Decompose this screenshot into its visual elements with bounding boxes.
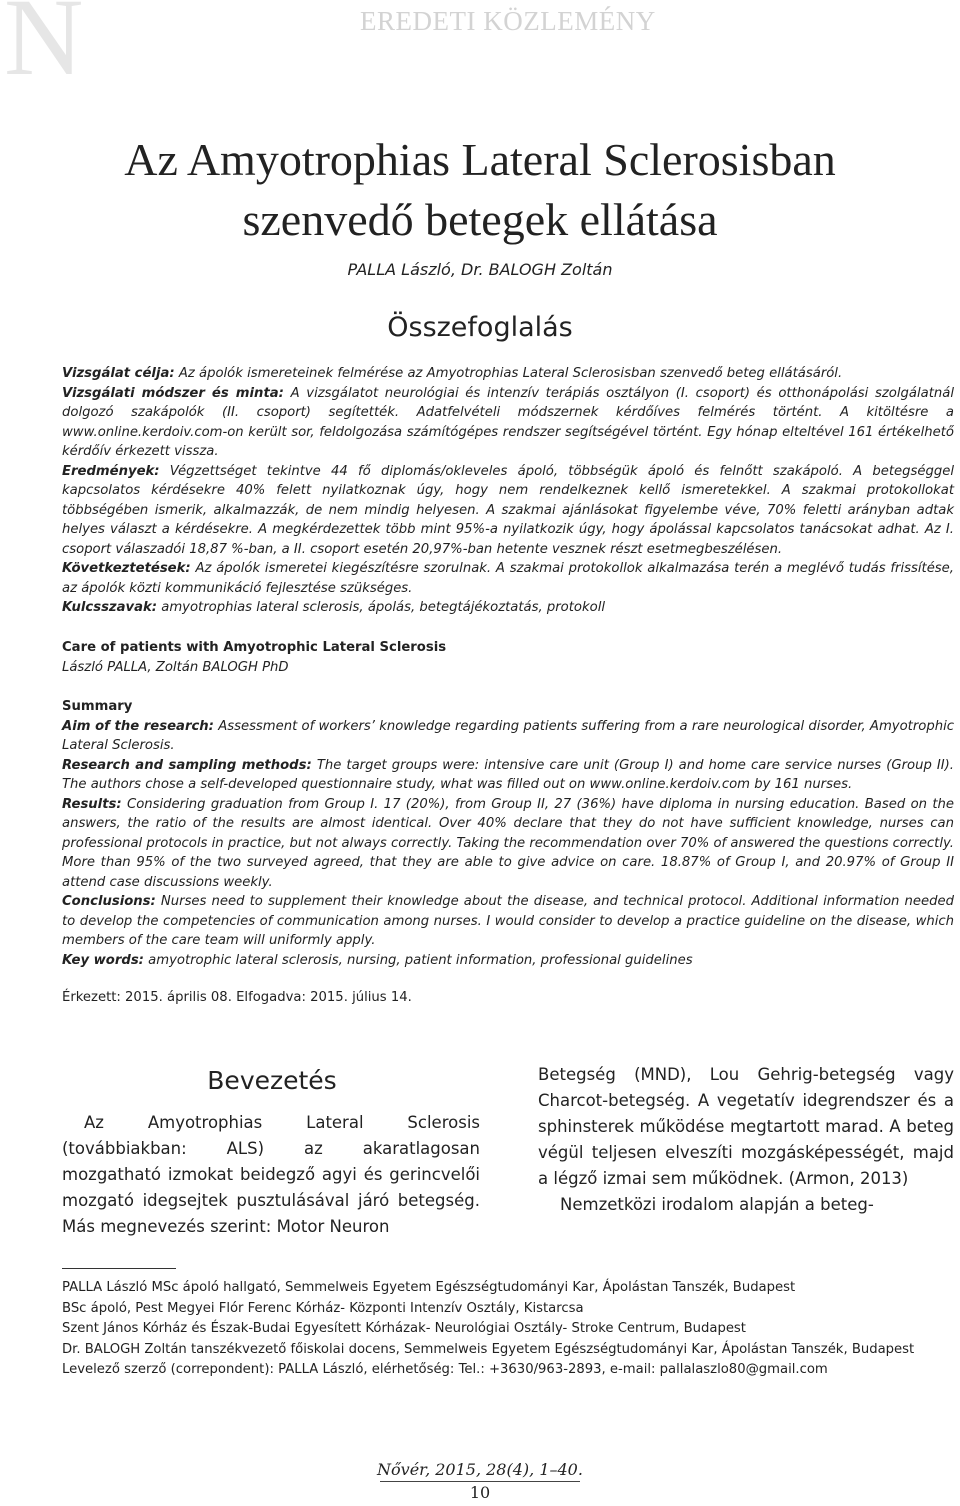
- footnote: BSc ápoló, Pest Megyei Flór Ferenc Kórház- Központi Intenzív Osztály, Kistarcsa: [62, 1300, 584, 1316]
- abstract-aim-label: Vizsgálat célja:: [62, 366, 175, 381]
- abstract-method-label: Vizsgálati módszer és minta:: [62, 385, 284, 401]
- abstract-heading: Összefoglalás: [387, 312, 573, 343]
- article-authors: PALLA László, Dr. BALOGH Zoltán: [347, 260, 613, 279]
- summary-aim-label: Aim of the research:: [62, 718, 214, 734]
- summary-keywords-text: amyotrophic lateral sclerosis, nursing, patient information, professional guidelines: [148, 952, 693, 968]
- summary-results-text: Considering graduation from Group I. 17 (20%), from Group II, 27 (36%) have diploma in nursing education. Based on the answers, the ratio of the results are almost identical. Over 40% declare that they do not have sufficient knowledge, nurses can professional protocols in practice, but not always correctly. Taking the recommendation over 70% of answered the questions correctly. More than 95% of the two surveyed agreed, that they are able to give advice on care. 18.87% of Group I, and 20.97% of Group II attend case discussions weekly.: [62, 796, 954, 890]
- summary-conclusions: [62, 892, 954, 951]
- footnote-divider: [62, 1268, 176, 1269]
- summary-keywords-label: Key words:: [62, 952, 144, 968]
- intro-right-paragraph-1: Betegség (MND), Lou Gehrig-betegség vagy Charcot-betegség. A vegetatív idegrendszer és a sphinsterek működése megtartott marad. A beteg végül teljesen elveszíti mozgásképességét, majd a légző izmai sem működnek. (Armon, 2013): [538, 1065, 954, 1188]
- abstract-method-text: A vizsgálatot neurológiai és intenzív terápiás osztályon (I. csoport) és otthonápolási szolgálatnál dolgozó szakápolók (II. csoport) segítették. Adatfelvételi módszernek kérdőíves felmérés történt. A kitöltésre a www.online.kerdoiv.com-on került sor, feldolgozása számítógépes rendszer segítségével történt. Egy hónap elteltével 161 értékelhető kérdőív érkezett vissza.: [62, 385, 954, 459]
- section-label: EREDETI KÖZLEMÉNY: [360, 6, 656, 36]
- page-number: 10: [469, 1483, 491, 1502]
- received-accepted-dates: Érkezett: 2015. április 08. Elfogadva: 2015. július 14.: [62, 990, 412, 1005]
- english-title: Care of patients with Amyotrophic Lateral Sclerosis: [62, 640, 447, 655]
- english-title-block: [62, 638, 954, 677]
- summary-conclusions-text: Nurses need to supplement their knowledge about the disease, and technical protocol. Additional information needed to develop the competencies of communication among nurses. I would consider to develop a practice guideline on the disease, which members of the care team will uniformly apply.: [62, 894, 954, 948]
- footnote: Levelező szerző (correpondent): PALLA László, elérhetőség: Tel.: +3630/963-2893, e-mail: pallalaszlo80@gmail.com: [62, 1362, 828, 1377]
- english-authors: László PALLA, Zoltán BALOGH PhD: [62, 659, 289, 675]
- abstract-results-label: Eredmények:: [62, 463, 160, 479]
- intro-right-column: [538, 1062, 954, 1218]
- summary-aim-text: Assessment of workers’ knowledge regarding patients suffering from a rare neurological disorder, Amyotrophic Lateral Sclerosis.: [62, 718, 954, 753]
- abstract-aim-text: Az ápolók ismereteinek felmérése az Amyotrophias Lateral Sclerosisban szenvedő beteg ellátásáról.: [178, 366, 843, 381]
- decorative-letter: N: [4, 0, 84, 98]
- summary-method: [62, 756, 954, 795]
- summary-results: [62, 795, 954, 893]
- summary-method-label: Research and sampling methods:: [62, 757, 312, 773]
- journal-citation: Nővér, 2015, 28(4), 1–40.: [377, 1460, 583, 1479]
- abstract-keywords-label: Kulcsszavak:: [62, 600, 158, 615]
- abstract-keywords: [62, 598, 954, 618]
- abstract-results-text: Végzettséget tekintve 44 fő diplomás/okleveles ápoló, többségük ápoló és felnőtt szakápoló. A betegséggel kapcsolatos kérdésekre 40% felett nyilatkoznak úgy, hogy nem rendelkeznek kellő ismeretekkel. A szakmai protokollokat többségében ismerik, alkalmazzák, de nem mindig helyesen. A szakmai ajánlásokat figyelembe véve, 70% feletti arányban adtak helyes választ a kérdésekre. A megkérdezettek több mint 95%-a nyilatkozik úgy, hogy ápolással kapcsolatos tanácsokat adhat. Az I. csoport válaszadói 18,87 %-ban, a II. csoport esetén 20,97%-ban hetente vesznek részt esetmegbeszélésen.: [62, 463, 954, 557]
- english-summary: [62, 697, 954, 970]
- summary-aim: [62, 717, 954, 756]
- abstract-results: [62, 462, 954, 560]
- intro-right-paragraph-2: Nemzetközi irodalom alapján a beteg-: [560, 1195, 874, 1214]
- abstract-method: [62, 384, 954, 462]
- summary-results-label: Results:: [62, 796, 122, 812]
- abstract-aim: [62, 364, 954, 384]
- intro-left-column: Az Amyotrophias Lateral Sclerosis (továbbiakban: ALS) az akaratlagosan mozgatható izmokat beidegző agyi és gerincvelői mozgató idegsejtek pusztulásával járó betegség. Más megnevezés szerint: Motor Neuron: [62, 1113, 480, 1236]
- footer-divider: [380, 1481, 580, 1482]
- footnote: Dr. BALOGH Zoltán tanszékvezető főiskolai docens, Semmelweis Egyetem Egészségtudományi Kar, Ápolástan Tanszék, Budapest: [62, 1341, 915, 1357]
- intro-heading: Bevezetés: [207, 1066, 337, 1095]
- footnote: PALLA László MSc ápoló hallgató, Semmelweis Egyetem Egészségtudományi Kar, Ápolástan Tanszék, Budapest: [62, 1280, 796, 1295]
- summary-keywords: [62, 951, 954, 971]
- abstract-conclusions: [62, 559, 954, 598]
- abstract-keywords-text: amyotrophias lateral sclerosis, ápolás, betegtájékoztatás, protokoll: [161, 600, 606, 615]
- summary-conclusions-label: Conclusions:: [62, 894, 156, 909]
- footnotes: [62, 1278, 954, 1381]
- title-line-1: Az Amyotrophias Lateral Sclerosisban: [124, 134, 836, 185]
- summary-heading: Summary: [62, 699, 133, 714]
- title-line-2: szenvedő betegek ellátása: [242, 194, 718, 245]
- abstract-conclusions-text: Az ápolók ismeretei kiegészítésre szorulnak. A szakmai protokollok alkalmazása terén a meglévő tudás frissítése, az ápolók közti kommunikáció fejlesztése szükséges.: [62, 561, 954, 596]
- abstract-conclusions-label: Következtetések:: [62, 561, 191, 576]
- article-title: [0, 130, 960, 250]
- summary-method-text: The target groups were: intensive care unit (Group I) and home care service nurses (Group II). The authors chose a self-developed questionnaire study, what was filled out on www.online.kerdoiv.com by 161 nurses.: [62, 757, 954, 792]
- abstract-hu: [62, 364, 954, 618]
- footnote: Szent János Kórház és Észak-Budai Egyesített Kórházak- Neurológiai Osztály- Stroke Centrum, Budapest: [62, 1321, 746, 1336]
